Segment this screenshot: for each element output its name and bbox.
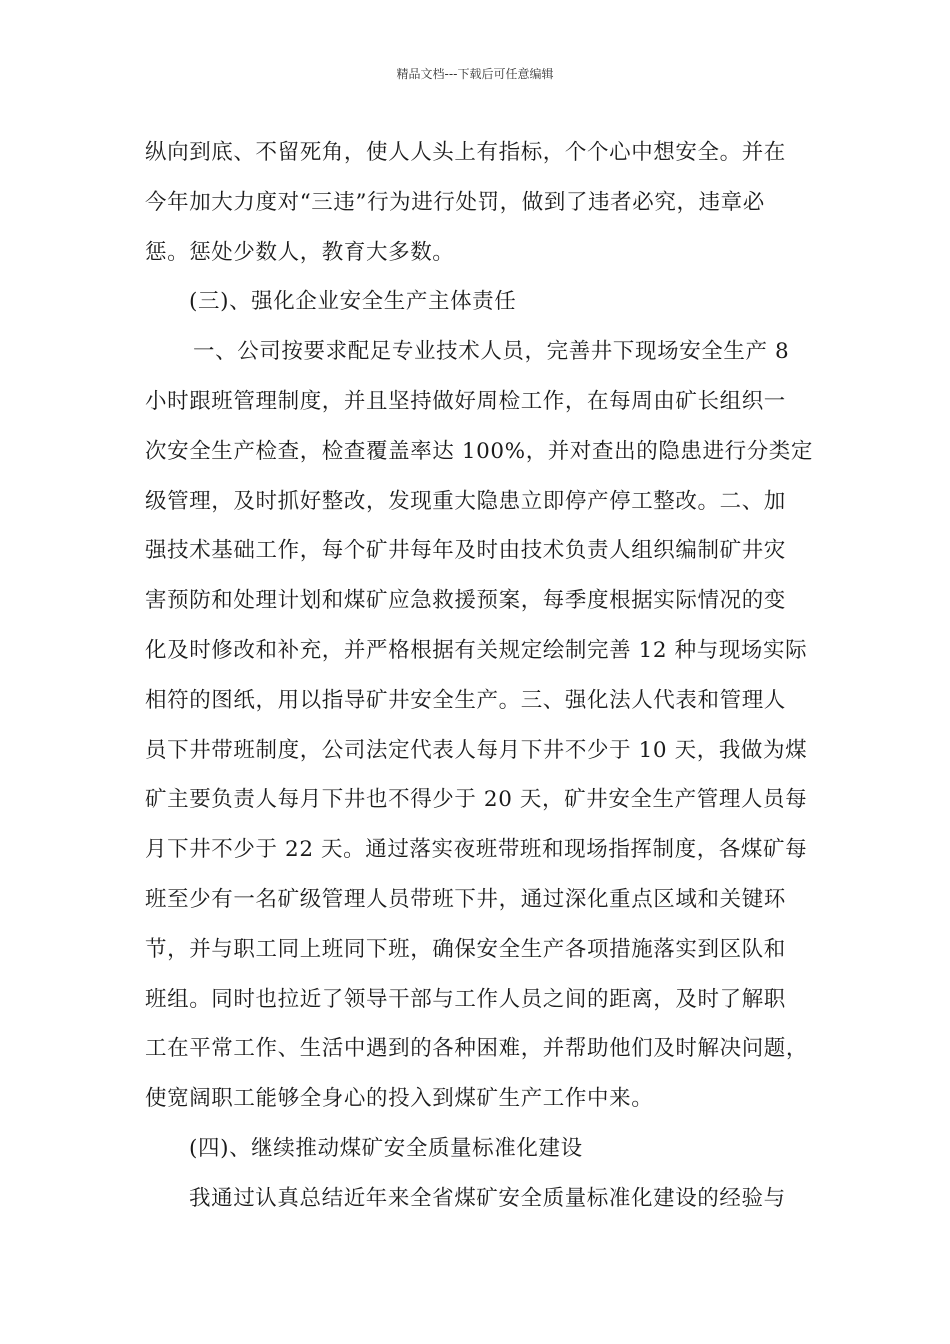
text-line: 纵向到底、不留死角，使人人头上有指标，个个心中想安全。并在 [145, 140, 786, 165]
text-line: 次安全生产检查，检查覆盖率达 100%，并对查出的隐患进行分类定 [145, 438, 814, 464]
page-header: 精品文档---下载后可任意编辑 [396, 67, 554, 81]
text-line: 一、公司按要求配足专业技术人员，完善井下现场安全生产 8 [193, 339, 790, 365]
text-line: 矿主要负责人每月下井也不得少于 20 天，矿井安全生产管理人员每 [145, 787, 808, 813]
text-line: 化及时修改和补充，并严格根据有关规定绘制完善 12 种与现场实际 [145, 637, 808, 663]
text-line: 今年加大力度对“三违”行为进行处罚，做到了违者必究，违章必 [145, 189, 765, 215]
text-line: 工在平常工作、生活中遇到的各种困难，并帮助他们及时解决问题， [145, 1036, 809, 1062]
text-line: 害预防和处理计划和煤矿应急救援预案，每季度根据实际情况的变 [145, 588, 786, 614]
text-line: 小时跟班管理制度，并且坚持做好周检工作，在每周由矿长组织一 [145, 388, 786, 414]
text-line: 员下井带班制度，公司法定代表人每月下井不少于 10 天，我做为煤 [145, 737, 808, 763]
text-line: (四)、继续推动煤矿安全质量标准化建设 [189, 1135, 583, 1161]
text-line: 班组。同时也拉近了领导干部与工作人员之间的距离，及时了解职 [145, 986, 786, 1012]
text-line: 相符的图纸，用以指导矿井安全生产。三、强化法人代表和管理人 [145, 687, 786, 713]
text-line: 月下井不少于 22 天。通过落实夜班带班和现场指挥制度，各煤矿每 [145, 837, 808, 863]
text-line: 班至少有一名矿级管理人员带班下井，通过深化重点区域和关键环 [145, 886, 786, 912]
text-line: 强技术基础工作，每个矿井每年及时由技术负责人组织编制矿井灾 [145, 538, 786, 564]
text-line: 级管理，及时抓好整改，发现重大隐患立即停产停工整改。二、加 [145, 488, 786, 514]
text-line: 使宽阔职工能够全身心的投入到煤矿生产工作中来。 [145, 1086, 654, 1112]
document-body [145, 128, 814, 1224]
text-line: (三)、强化企业安全生产主体责任 [189, 289, 517, 315]
text-line: 节，并与职工同上班同下班，确保安全生产各项措施落实到区队和 [145, 936, 786, 962]
text-line: 惩。惩处少数人，教育大多数。 [145, 239, 455, 265]
text-line: 我通过认真总结近年来全省煤矿安全质量标准化建设的经验与 [189, 1185, 786, 1211]
